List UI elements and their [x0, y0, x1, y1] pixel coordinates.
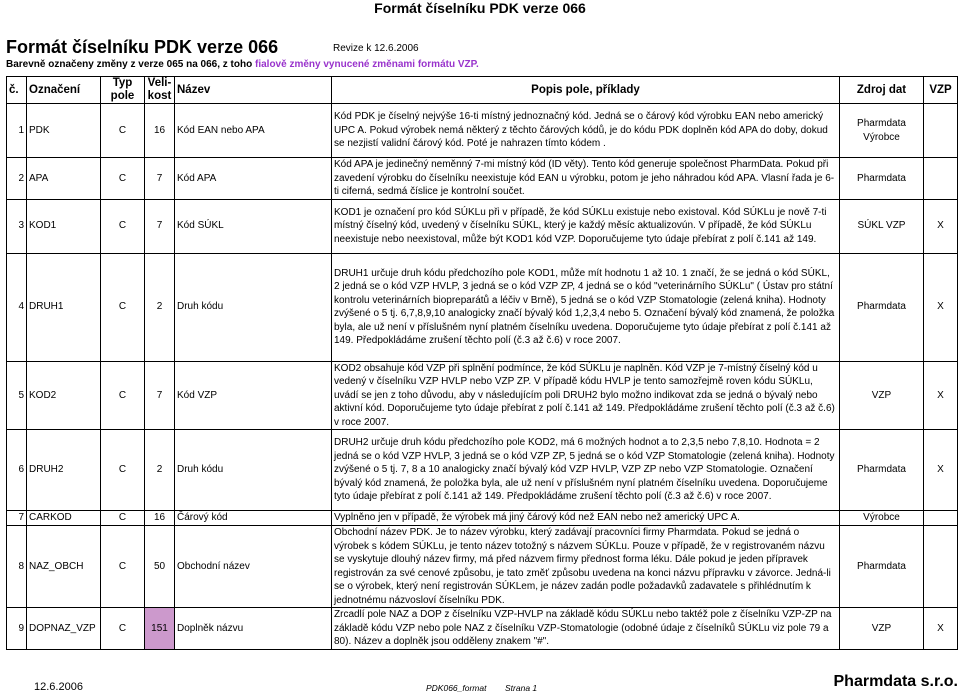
row-vzp: X	[924, 253, 958, 361]
row-source: SÚKL VZP	[840, 199, 924, 253]
row-type: C	[101, 199, 145, 253]
row-label: Druh kódu	[175, 430, 332, 511]
row-name: KOD2	[27, 361, 101, 430]
change-legend	[6, 59, 479, 70]
row-vzp: X	[924, 608, 958, 650]
table-row	[7, 511, 958, 526]
row-name: CARKOD	[27, 511, 101, 526]
page-header-title: Formát číselníku PDK verze 066	[374, 0, 586, 16]
row-label: Doplněk názvu	[175, 608, 332, 650]
change-legend-violet: fialově změny vynucené změnami formátu VZP.	[255, 59, 479, 70]
row-type: C	[101, 430, 145, 511]
row-num: 8	[7, 526, 27, 608]
row-num: 1	[7, 104, 27, 158]
row-desc: DRUH2 určuje druh kódu předchozího pole KOD2, má 6 možných hodnot a to 2,3,5 nebo 7,8,10. Hodnota = 2 jedná se o kód VZP HVLP, 3 jedná se o kód VZP ZP, 5 jedná se o kód VZP Stomatologie (zelená kniha). Hodnoty zvýšené o 5 tj. 7, 8 a 10 analogicky značí bývalý kód VZP HVLP, VZP ZP nebo VZP Stomatologie. Označení bývalý kód znamená, že položka byla, ale už není v příslušném nyní platném číselníku uvedena. Doporučujeme tyto údaje přebírat z polí č.141 až 149. Předpokládáme zrušení těchto polí (č.3 až č.6) v roce 2007.	[332, 430, 840, 511]
header-row	[7, 77, 958, 104]
row-name: PDK	[27, 104, 101, 158]
row-label: Druh kódu	[175, 253, 332, 361]
col-header-size: Veli- kost	[145, 77, 175, 104]
row-source: Pharmdata	[840, 430, 924, 511]
col-header-desc: Popis pole, příklady	[332, 77, 840, 104]
table-row	[7, 199, 958, 253]
row-num: 9	[7, 608, 27, 650]
revision-note: Revize k 12.6.2006	[333, 43, 419, 54]
table-row	[7, 430, 958, 511]
row-source: Pharmdata	[840, 158, 924, 200]
row-num: 7	[7, 511, 27, 526]
table-row	[7, 361, 958, 430]
row-source: Pharmdata	[840, 253, 924, 361]
row-source: Výrobce	[840, 511, 924, 526]
table-row	[7, 608, 958, 650]
row-vzp	[924, 158, 958, 200]
row-name: NAZ_OBCH	[27, 526, 101, 608]
row-type: C	[101, 158, 145, 200]
footer-brand: Pharmdata s.r.o.	[833, 673, 958, 690]
col-header-label: Název	[175, 77, 332, 104]
row-desc: DRUH1 určuje druh kódu předchozího pole KOD1, může mít hodnotu 1 až 10. 1 značí, že se jedná o kód SÚKL, 2 jedná se o kód VZP HVLP, 3 jedná se o kód VZP ZP, 4 jedná se o kód "veterinárního SÚKLu" ( Ústav pro státní kontrolu veterinárních biopreparátů a léčiv v Brně), 5 jedná se o kód VZP Stomatologie (zelená kniha). Hodnoty zvýšené o 5 tj. 6,7,8,9,10 analogicky značí bývalý kód 1,2,3,4 nebo 5. Označení bývalý kód znamená, že položka byla, ale už není v příslušném nyní platném číselníku uvedena. Doporučujeme tyto údaje přebírat z polí č.141 až 149. Předpokládáme zrušení těchto polí (č.3 až č.6) v roce 2007.	[332, 253, 840, 361]
row-size: 16	[145, 104, 175, 158]
row-name: DRUH1	[27, 253, 101, 361]
row-vzp	[924, 511, 958, 526]
row-desc: KOD1 je označení pro kód SÚKLu při v případě, že kód SÚKLu existuje nebo existoval. Kód SÚKLu je nově 7-ti místný číselný kód, uvedený v číselníku SÚKL, který je každý měsíc aktualizovún. V případě, že kód SÚKLu neexistuje nebo neexistoval, může být KOD1 kód VZP. Doporučujeme tyto údaje přebírat z polí č.141 až 149.	[332, 199, 840, 253]
row-desc: Kód PDK je číselný nejvýše 16-ti místný jednoznačný kód. Jedná se o čárový kód výrobku EAN nebo americký UPC A. Pokud výrobek nemá některý z těchto čárových kódů, je do kódu PDK doplněn kód APA do doby, dokud se nezjistí validní čárový kód. Poté je nahrazen tímto kódem .	[332, 104, 840, 158]
row-num: 3	[7, 199, 27, 253]
row-name: KOD1	[27, 199, 101, 253]
row-size: 2	[145, 253, 175, 361]
row-size-highlight: 151	[145, 608, 175, 650]
change-legend-text: Barevně označeny změny z verze 065 na 066, z toho	[6, 59, 255, 70]
row-name: APA	[27, 158, 101, 200]
row-label: Kód SÚKL	[175, 199, 332, 253]
row-source: VZP	[840, 608, 924, 650]
footer-date: 12.6.2006	[34, 681, 83, 693]
row-source: VZP	[840, 361, 924, 430]
row-desc: Obchodní název PDK. Je to název výrobku, který zadávají pracovníci firmy Pharmdata. Pokud se jedná o výrobek s kódem SÚKLu, je tento název totožný s názvem SÚKLu. Pouze v případě, že v registrovaném názvu se vyskytuje dlouhý název firmy, má před názvem firmy přednost forma léku. Dále pokud je jeden přípravek registrován za své cenové způsobu, je tato změť způsobu uvedena na konci názvu přípravku v závorce. Jedná-li se o výrobek, který není registrován SÚKLem, je název zadán podle požadavků zadavatele s přihlédnutím k jednotnému názvosloví číselníku PDK.	[332, 526, 840, 608]
table-row	[7, 158, 958, 200]
row-vzp: X	[924, 361, 958, 430]
row-num: 5	[7, 361, 27, 430]
row-name: DRUH2	[27, 430, 101, 511]
row-desc: Zrcadlí pole NAZ a DOP z číselníku VZP-HVLP na základě kódu SÚKLu nebo taktéž pole z číselníku VZP-ZP na základě kódu VZP nebo pole NAZ z číselníku VZP-Stomatologie (odobné údaje z číselníků SÚKLu viz pole 79 a 80). Název a doplněk jsou odděleny znakem "#".	[332, 608, 840, 650]
row-type: C	[101, 526, 145, 608]
row-source: Pharmdata Výrobce	[840, 104, 924, 158]
row-num: 6	[7, 430, 27, 511]
table-row	[7, 104, 958, 158]
row-desc: Vyplněno jen v případě, že výrobek má jiný čárový kód než EAN nebo než americký UPC A.	[332, 511, 840, 526]
row-vzp	[924, 526, 958, 608]
footer-page-number: Strana 1	[505, 683, 538, 693]
row-label: Čárový kód	[175, 511, 332, 526]
row-desc: KOD2 obsahuje kód VZP při splnění podmínce, že kód SÚKLu je naplněn. Kód VZP je 7-místný číselný kód u vedený v číselníku VZP HVLP nebo VZP ZP. V případě kódu HVLP je tento samozřejmě roven kódu SÚKLu, uvádí se jen z toho důvodu, aby v následujícím poli DRUH2 bylo možno indikovat zda se jedná o bývalý nebo aktivní kód. Doporučujeme tyto údaje přebírat z polí č.141 až 149. Předpokládáme zrušení těchto polí (č.3 až č.6) v roce 2007.	[332, 361, 840, 430]
row-num: 4	[7, 253, 27, 361]
row-vzp: X	[924, 430, 958, 511]
row-num: 2	[7, 158, 27, 200]
col-header-num: č.	[7, 77, 27, 104]
row-label: Obchodní název	[175, 526, 332, 608]
table-row	[7, 253, 958, 361]
row-name: DOPNAZ_VZP	[27, 608, 101, 650]
row-desc: Kód APA je jedinečný neměnný 7-mi místný kód (ID věty). Tento kód generuje společnost PharmData. Pokud při zavedení výrobku do číselníku neexistuje kód EAN u výrobku, potom je jeho náhradou kód APA. Vlasní řada je 6-ti ciferná, sedmá číslice je kontrolní součet.	[332, 158, 840, 200]
row-size: 16	[145, 511, 175, 526]
row-size: 50	[145, 526, 175, 608]
row-type: C	[101, 361, 145, 430]
row-type: C	[101, 608, 145, 650]
document-title: Formát číselníku PDK verze 066	[6, 37, 279, 57]
row-label: Kód VZP	[175, 361, 332, 430]
row-type: C	[101, 511, 145, 526]
col-header-name: Označení	[27, 77, 101, 104]
row-vzp: X	[924, 199, 958, 253]
row-size: 7	[145, 361, 175, 430]
row-size: 2	[145, 430, 175, 511]
row-type: C	[101, 104, 145, 158]
col-header-source: Zdroj dat	[840, 77, 924, 104]
row-label: Kód APA	[175, 158, 332, 200]
row-type: C	[101, 253, 145, 361]
row-source: Pharmdata	[840, 526, 924, 608]
format-table	[6, 76, 958, 650]
col-header-type: Typ pole	[101, 77, 145, 104]
table-row	[7, 526, 958, 608]
row-vzp	[924, 104, 958, 158]
row-size: 7	[145, 158, 175, 200]
row-label: Kód EAN nebo APA	[175, 104, 332, 158]
col-header-vzp: VZP	[924, 77, 958, 104]
footer-filename: PDK066_format	[426, 683, 487, 693]
row-size: 7	[145, 199, 175, 253]
